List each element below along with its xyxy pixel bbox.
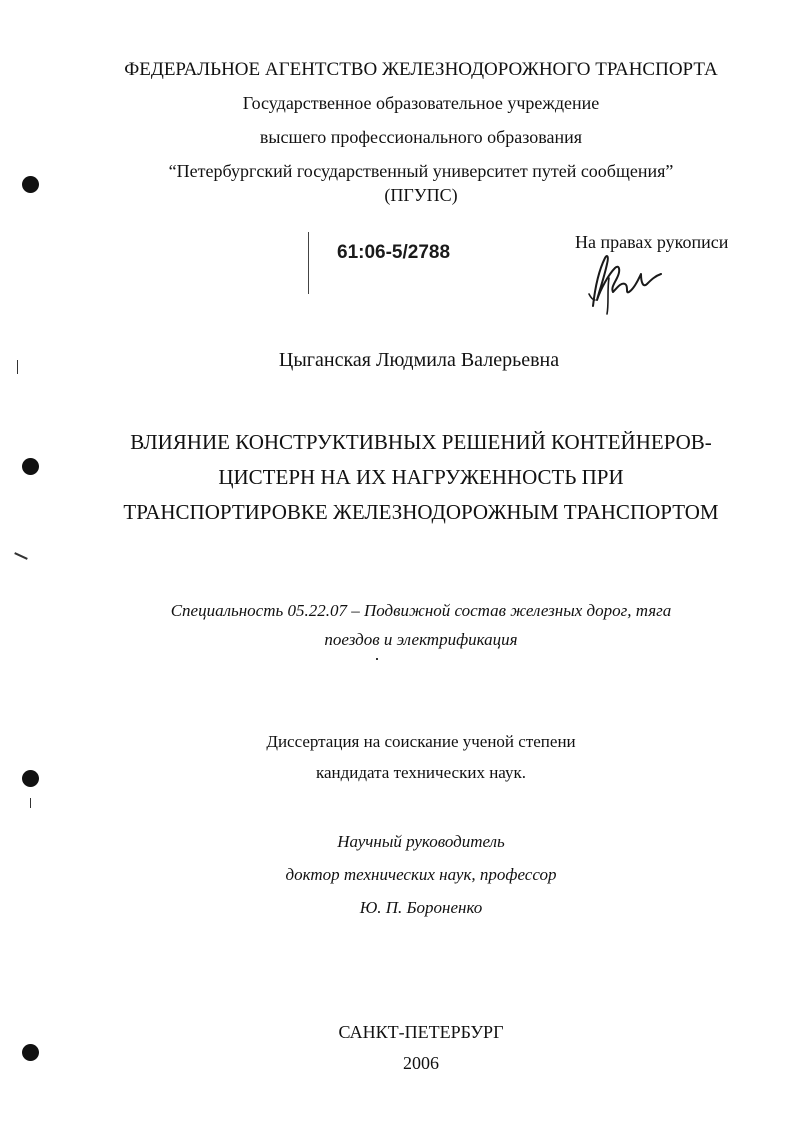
city: САНКТ-ПЕТЕРБУРГ — [338, 1022, 504, 1042]
title-line: ВЛИЯНИЕ КОНСТРУКТИВНЫХ РЕШЕНИЙ КОНТЕЙНЕРОВ- — [130, 430, 712, 454]
degree-line: Диссертация на соискание ученой степени — [266, 732, 576, 751]
specialty-line: Специальность 05.22.07 – Подвижной состав железных дорог, тяга — [170, 601, 672, 620]
university-abbreviation: (ПГУПС) — [384, 185, 458, 205]
scan-mark — [14, 552, 28, 560]
signature-icon — [585, 248, 665, 318]
institution-type: Государственное образовательное учреждение — [242, 93, 600, 113]
supervisor-block — [24, 825, 794, 924]
scan-mark — [30, 798, 31, 808]
degree-statement — [24, 726, 794, 788]
supervisor-role: Научный руководитель — [337, 832, 505, 851]
degree-line: кандидата технических наук. — [316, 763, 526, 782]
archive-stamp-rule — [308, 232, 309, 294]
dissertation-title — [24, 425, 794, 530]
archive-code: 61:06-5/2788 — [337, 242, 451, 263]
manuscript-rights-note: На правах рукописи — [575, 232, 729, 252]
punch-hole — [22, 1044, 39, 1061]
year: 2006 — [403, 1053, 439, 1073]
title-line: ТРАНСПОРТИРОВКЕ ЖЕЛЕЗНОДОРОЖНЫМ ТРАНСПОРТОМ — [123, 500, 719, 524]
university-name: “Петербургский государственный университет путей сообщения” — [168, 161, 674, 181]
scan-mark — [376, 658, 378, 660]
specialty — [24, 596, 794, 654]
punch-hole — [22, 176, 39, 193]
title-line: ЦИСТЕРН НА ИХ НАГРУЖЕННОСТЬ ПРИ — [218, 465, 624, 489]
punch-hole — [22, 458, 39, 475]
supervisor-degree: доктор технических наук, профессор — [285, 865, 557, 884]
specialty-line: поездов и электрификация — [324, 630, 518, 649]
punch-hole — [22, 770, 39, 787]
scan-mark — [17, 360, 18, 374]
author-name: Цыганская Людмила Валерьевна — [278, 349, 560, 371]
supervisor-name: Ю. П. Бороненко — [359, 898, 483, 917]
agency-heading: ФЕДЕРАЛЬНОЕ АГЕНТСТВО ЖЕЛЕЗНОДОРОЖНОГО ТРАНСПОРТА — [124, 59, 718, 80]
institution-level: высшего профессионального образования — [259, 127, 583, 147]
